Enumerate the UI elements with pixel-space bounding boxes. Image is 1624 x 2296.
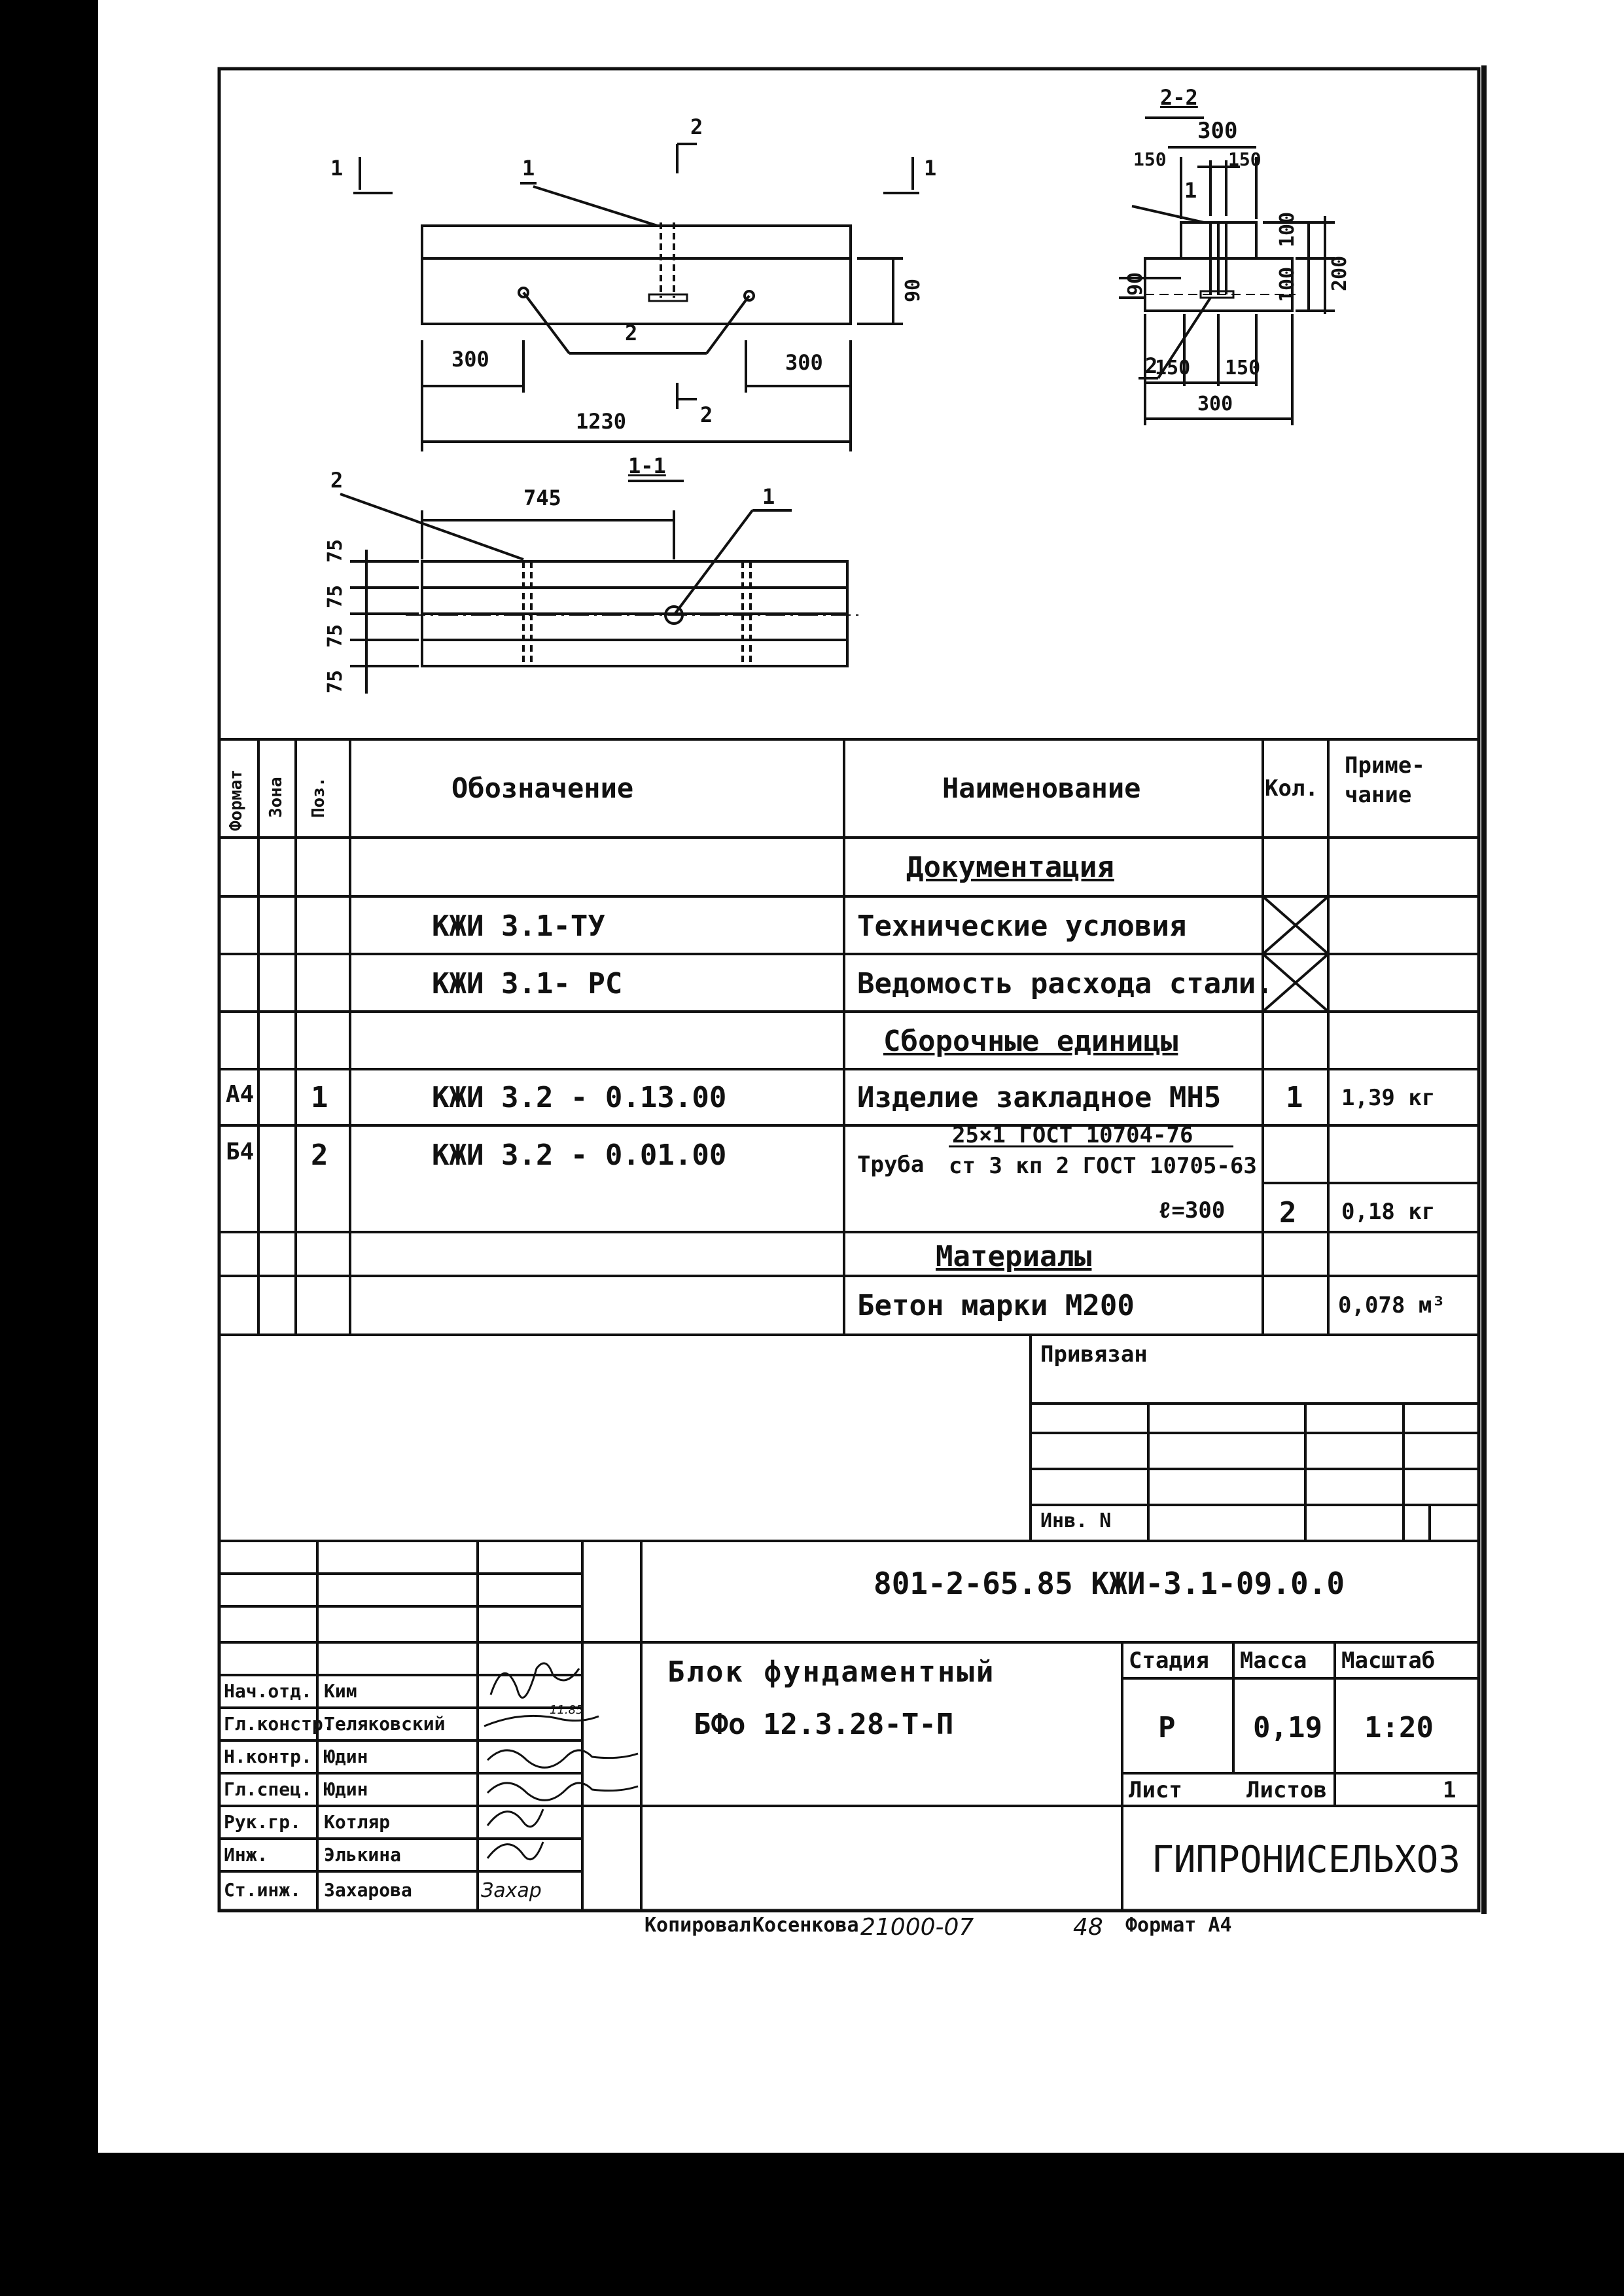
section-dim-bottom: 300	[1197, 393, 1233, 415]
plan-dim-row-4: 75	[324, 669, 347, 694]
plan-dim-row-1: 75	[324, 539, 347, 563]
section-dim-top: 300	[1197, 118, 1238, 144]
document-code: 801-2-65.85 КЖИ-3.1-09.0.0	[874, 1566, 1345, 1601]
person-name-4: Юдин	[324, 1778, 368, 1800]
row-4-pos: 2	[311, 1139, 328, 1172]
elevation-dim-height: 90	[902, 278, 925, 302]
person-name-3: Юдин	[324, 1746, 368, 1767]
section-dim-h-lower: 100	[1276, 266, 1299, 302]
section-dim-bottom-right: 150	[1225, 357, 1261, 380]
section-dim-bottom-left: 150	[1155, 357, 1191, 380]
row-2-designation: КЖИ 3.1- РС	[432, 967, 623, 1000]
row-4-note: 0,18 кг	[1341, 1199, 1436, 1225]
scale-label: Масштаб	[1341, 1648, 1436, 1674]
row-3-note: 1,39 кг	[1341, 1085, 1436, 1111]
row-3-name: Изделие закладное МН5	[857, 1081, 1222, 1114]
section-dim-h-side: 90	[1124, 272, 1147, 296]
footer-page-number: 48	[1073, 1914, 1103, 1941]
section-materials: Материалы	[936, 1240, 1092, 1273]
header-pos: Поз.	[309, 777, 328, 818]
section-docs: Документация	[906, 851, 1114, 884]
header-note-line1: Приме-	[1345, 752, 1425, 779]
header-note-line2: чание	[1345, 782, 1412, 808]
row-5-note: 0,078 м³	[1338, 1292, 1445, 1318]
cut-mark-right: 1	[924, 156, 937, 181]
person-role-5: Рук.гр.	[224, 1811, 302, 1833]
section-dim-top-left: 150	[1133, 149, 1167, 170]
footer-copied-name: Косенкова	[752, 1914, 859, 1937]
stage-value: Р	[1158, 1711, 1176, 1744]
section-callout-2: 2	[1145, 353, 1158, 378]
row-4-name-top: 25×1 ГОСТ 10704-76	[952, 1122, 1193, 1148]
plan-callout-2: 2	[330, 468, 344, 493]
plan-dim-width: 745	[523, 486, 561, 510]
plan-callout-1: 1	[762, 484, 775, 509]
person-name-6: Элькина	[324, 1844, 402, 1865]
footer-copied-label: Копировал	[644, 1914, 751, 1937]
header-zone: Зона	[266, 777, 286, 818]
cut-mark-bottom: 2	[700, 402, 713, 427]
row-3-format: А4	[226, 1081, 255, 1108]
row-4-name-prefix: Труба	[857, 1152, 925, 1178]
section-assemblies: Сборочные единицы	[883, 1025, 1178, 1058]
scale-value: 1:20	[1364, 1711, 1434, 1744]
section-2-2-title: 2-2	[1160, 85, 1198, 110]
inventory-label: Инв. N	[1040, 1510, 1112, 1532]
elevation-callout-2: 2	[625, 321, 638, 345]
person-name-2: Теляковский	[324, 1713, 446, 1735]
binding-label: Привязан	[1040, 1341, 1148, 1368]
title-line2: БФо 12.3.28-Т-П	[694, 1708, 954, 1741]
row-4-name-bottom: ст 3 кп 2 ГОСТ 10705-63	[949, 1153, 1257, 1179]
person-role-1: Нач.отд.	[224, 1680, 312, 1702]
row-4-qty: 2	[1279, 1196, 1297, 1229]
person-name-7: Захарова	[324, 1879, 412, 1901]
plan-dim-row-3: 75	[324, 624, 347, 648]
signature-handwritten: Захар	[481, 1879, 542, 1902]
elevation-dim-left: 300	[451, 347, 489, 372]
plan-dim-row-2: 75	[324, 584, 347, 609]
row-4-name-length: ℓ=300	[1158, 1197, 1226, 1224]
date-handwritten: 11.85	[550, 1703, 584, 1717]
sheets-value: 1	[1443, 1777, 1456, 1803]
mass-value: 0,19	[1253, 1711, 1322, 1744]
elevation-dim-right: 300	[785, 350, 823, 375]
header-designation: Обозначение	[451, 772, 634, 804]
section-dim-h-total: 200	[1328, 255, 1351, 291]
organization-name: ГИПРОНИСЕЛЬХОЗ	[1152, 1839, 1461, 1881]
row-4-designation: КЖИ 3.2 - 0.01.00	[432, 1139, 727, 1172]
row-3-designation: КЖИ 3.2 - 0.13.00	[432, 1081, 727, 1114]
drawing-sheet	[98, 0, 1624, 2153]
elevation-dim-total: 1230	[576, 409, 627, 434]
header-qty: Кол.	[1265, 775, 1318, 802]
section-1-1-title: 1-1	[628, 453, 666, 478]
mass-label: Масса	[1240, 1648, 1307, 1674]
footer-format: Формат А4	[1125, 1914, 1232, 1937]
cut-mark-top: 2	[690, 115, 703, 139]
header-format: Формат	[226, 769, 246, 831]
person-role-4: Гл.спец.	[224, 1778, 312, 1800]
person-name-1: Ким	[324, 1680, 357, 1702]
row-3-qty: 1	[1286, 1081, 1303, 1114]
title-line1: Блок фундаментный	[667, 1655, 996, 1689]
elevation-callout-1: 1	[522, 156, 535, 181]
footer-order-number: 21000-07	[860, 1914, 974, 1941]
section-dim-h-upper: 100	[1276, 211, 1299, 247]
row-3-pos: 1	[311, 1081, 328, 1114]
person-role-2: Гл.констр.	[224, 1713, 334, 1735]
row-4-format: Б4	[226, 1139, 255, 1165]
person-name-5: Котляр	[324, 1811, 391, 1833]
sheet-label: Лист	[1129, 1777, 1182, 1803]
stage-label: Стадия	[1129, 1648, 1209, 1674]
person-role-6: Инж.	[224, 1844, 268, 1865]
cut-mark-left: 1	[330, 156, 344, 181]
person-role-7: Ст.инж.	[224, 1879, 302, 1901]
sheets-label: Листов	[1246, 1777, 1327, 1803]
section-callout-1: 1	[1184, 178, 1197, 203]
row-1-name: Технические условия	[857, 910, 1187, 943]
person-role-3: Н.контр.	[224, 1746, 312, 1767]
row-2-name: Ведомость расхода стали.	[857, 967, 1273, 1000]
header-name: Наименование	[942, 772, 1141, 804]
row-1-designation: КЖИ 3.1-ТУ	[432, 910, 605, 943]
section-dim-top-right: 150	[1228, 149, 1262, 170]
row-5-name: Бетон марки М200	[857, 1289, 1135, 1322]
